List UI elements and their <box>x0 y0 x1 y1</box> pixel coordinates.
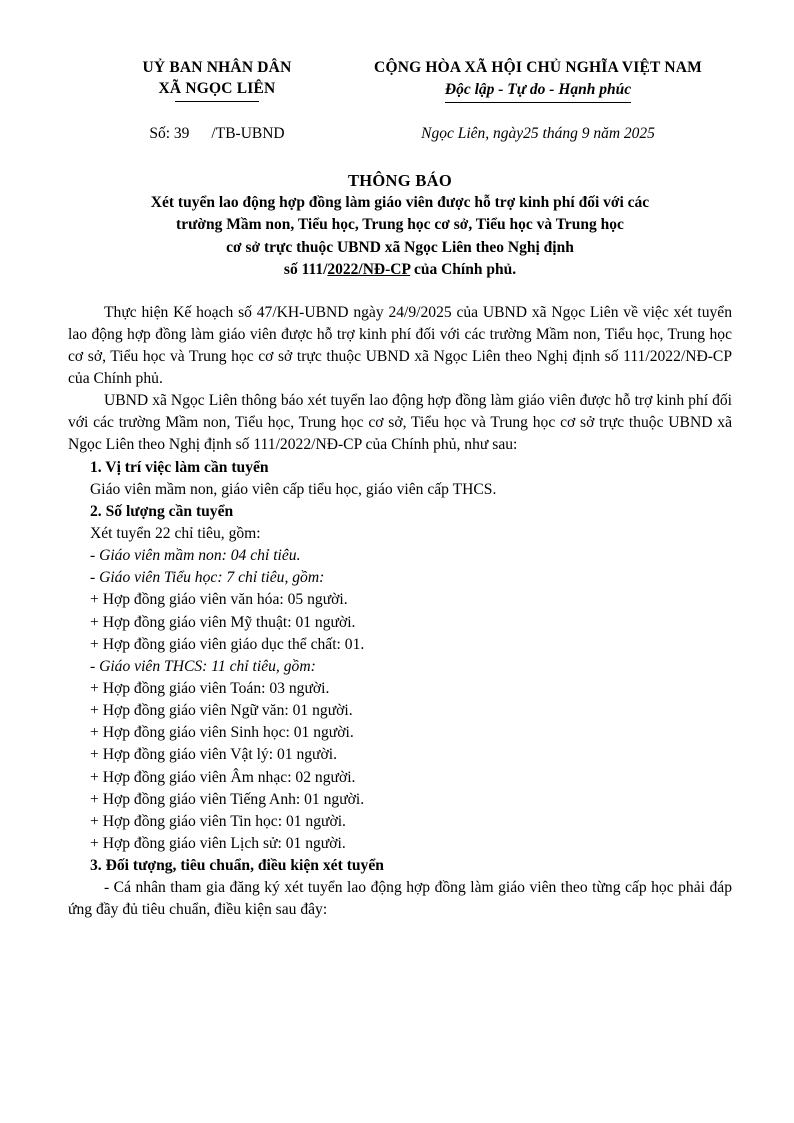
authority-line-1: UỶ BAN NHÂN DÂN <box>142 59 292 76</box>
authority-line-2: XÃ NGỌC LIÊN <box>159 79 276 100</box>
quota-secondary-literature: + Hợp đồng giáo viên Ngữ văn: 01 người. <box>90 702 353 720</box>
place-and-date: Ngọc Liên, ngày25 tháng 9 năm 2025 <box>421 124 655 142</box>
quota-secondary-physics: + Hợp đồng giáo viên Vật lý: 01 người. <box>90 746 337 764</box>
document-subtitle-line-1: Xét tuyển lao động hợp đồng làm giáo viên được hỗ trợ kinh phí đối với các <box>150 193 650 211</box>
document-title: THÔNG BÁO <box>347 170 452 190</box>
document-subtitle-line-4 <box>68 259 732 281</box>
quota-secondary-music: + Hợp đồng giáo viên Âm nhạc: 02 người. <box>90 768 356 786</box>
quota-primary: - Giáo viên Tiểu học: 7 chỉ tiêu, gồm: <box>90 569 325 587</box>
quota-primary-art: + Hợp đồng giáo viên Mỹ thuật: 01 người. <box>90 613 356 631</box>
quota-primary-pe: + Hợp đồng giáo viên giáo dục thể chất: 01. <box>90 635 365 653</box>
document-subheader <box>68 125 732 143</box>
subtitle-decree-suffix: của Chính phủ. <box>410 261 517 279</box>
document-title-block <box>68 169 732 282</box>
paragraph-announcement: UBND xã Ngọc Liên thông báo xét tuyển lao động hợp đồng làm giáo viên được hỗ trợ kinh phí đối với các trường Mầm non, Tiểu học, Trung học cơ sở, Tiểu học và Trung học cơ sở trực thuộc UBND xã Ngọc Liên theo Nghị định số 111/2022/NĐ-CP của Chính phủ, như sau: <box>68 392 732 454</box>
subtitle-decree-prefix: số 111/ <box>283 261 328 279</box>
national-heading <box>338 58 732 103</box>
document-number-label: Số: <box>149 124 171 142</box>
issuing-authority <box>68 58 338 100</box>
quota-secondary-biology: + Hợp đồng giáo viên Sinh học: 01 người. <box>90 724 354 742</box>
document-number-suffix: /TB-UBND <box>211 124 285 142</box>
document-subtitle-line-3: cơ sở trực thuộc UBND xã Ngọc Liên theo Nghị định <box>226 238 574 256</box>
document-body <box>68 302 732 922</box>
quota-secondary-informatics: + Hợp đồng giáo viên Tin học: 01 người. <box>90 812 346 830</box>
national-title: CỘNG HÒA XÃ HỘI CHỦ NGHĨA VIỆT NAM <box>374 59 702 76</box>
section-1-text: Giáo viên mầm non, giáo viên cấp tiểu học, giáo viên cấp THCS. <box>90 480 497 498</box>
national-motto: Độc lập - Tự do - Hạnh phúc <box>445 79 631 103</box>
section-2-heading: 2. Số lượng cần tuyển <box>90 502 234 520</box>
quota-secondary-english: + Hợp đồng giáo viên Tiếng Anh: 01 người. <box>90 790 365 808</box>
document-number <box>68 125 338 143</box>
document-number-value: 39 <box>173 124 190 142</box>
subtitle-decree-code: 2022/NĐ-CP <box>327 261 411 279</box>
quota-secondary-history: + Hợp đồng giáo viên Lịch sử: 01 người. <box>90 834 346 852</box>
paragraph-basis: Thực hiện Kế hoạch số 47/KH-UBND ngày 24/9/2025 của UBND xã Ngọc Liên về việc xét tuyển lao động hợp đồng làm giáo viên được hỗ trợ kinh phí đối với các trường Mầm non, Tiểu học, Trung học cơ sở, Tiểu học và Trung học cơ sở trực thuộc UBND xã Ngọc Liên theo Nghị định số 111/2022/NĐ-CP của Chính phủ. <box>68 303 732 387</box>
quota-preschool: - Giáo viên mầm non: 04 chỉ tiêu. <box>90 547 301 565</box>
section-3-text: - Cá nhân tham gia đăng ký xét tuyển lao động hợp đồng làm giáo viên theo từng cấp học phải đáp ứng đầy đủ tiêu chuẩn, điều kiện sau đây: <box>68 879 732 919</box>
quota-primary-culture: + Hợp đồng giáo viên văn hóa: 05 người. <box>90 591 348 609</box>
section-3-heading: 3. Đối tượng, tiêu chuẩn, điều kiện xét tuyển <box>90 857 384 875</box>
document-subtitle-line-2: trường Mầm non, Tiểu học, Trung học cơ sở, Tiểu học và Trung học <box>176 216 624 234</box>
document-header <box>68 58 732 103</box>
section-2-intro: Xét tuyển 22 chỉ tiêu, gồm: <box>90 524 261 542</box>
section-1-heading: 1. Vị trí việc làm cần tuyển <box>90 458 269 476</box>
quota-secondary: - Giáo viên THCS: 11 chỉ tiêu, gồm: <box>90 657 316 675</box>
quota-secondary-math: + Hợp đồng giáo viên Toán: 03 người. <box>90 679 330 697</box>
